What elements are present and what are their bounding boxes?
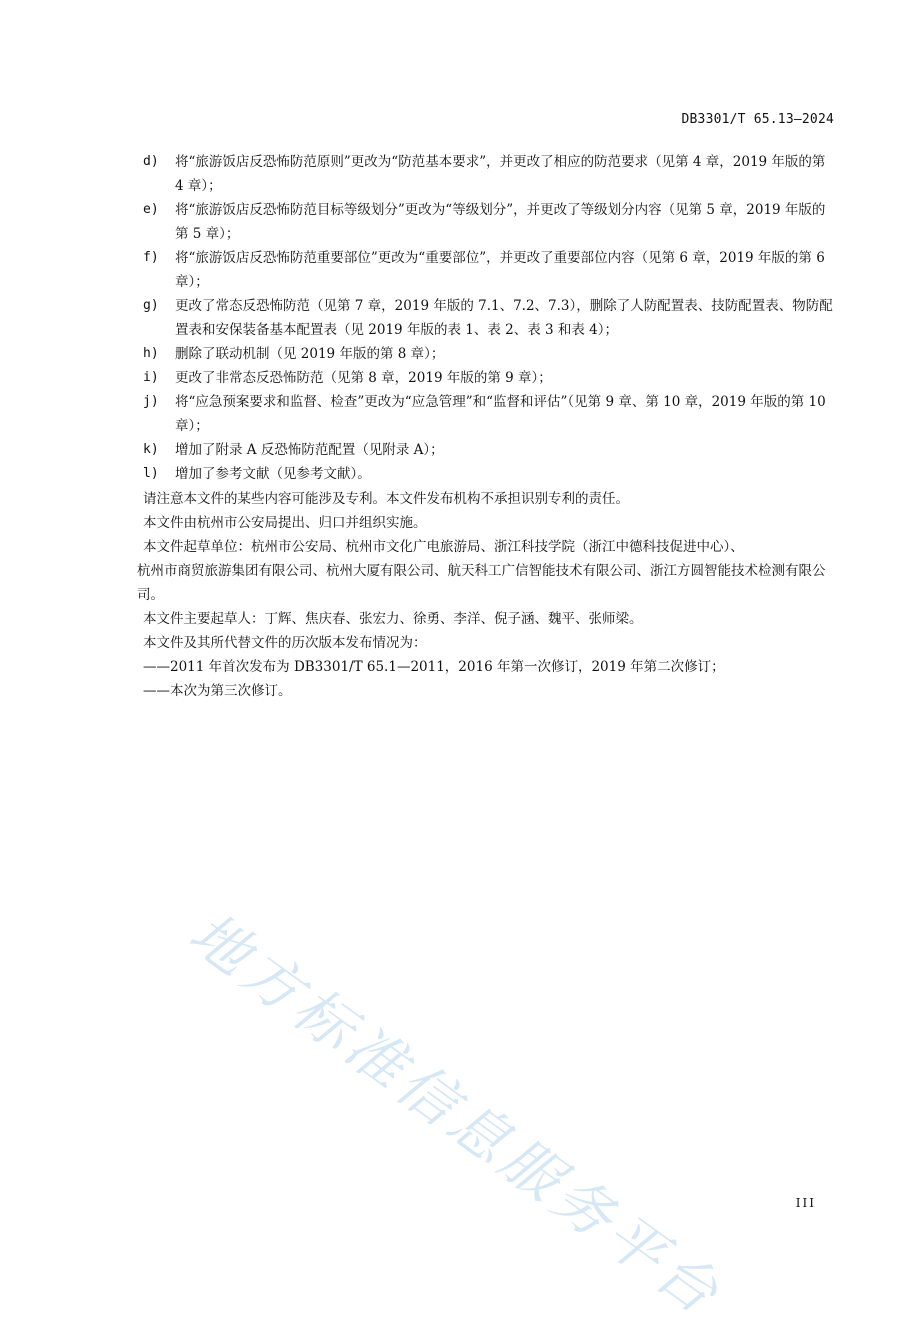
list-text: 将“应急预案要求和监督、检查”更改为“应急管理”和“监督和评估”（见第 9 章、第 10 章，2019 年版的第 10 章）；	[175, 394, 826, 434]
list-text: 增加了参考文献（见参考文献）。	[175, 466, 371, 482]
list-marker: h)	[143, 346, 159, 361]
list-marker: e)	[143, 202, 159, 217]
list-item	[143, 462, 833, 486]
list-item	[143, 366, 833, 390]
patent-notice: 请注意本文件的某些内容可能涉及专利。本文件发布机构不承担识别专利的责任。	[143, 491, 629, 507]
history-item: ——本次为第三次修订。	[143, 683, 292, 699]
list-text: 更改了非常态反恐怖防范（见第 8 章，2019 年版的第 9 章）；	[175, 370, 552, 386]
list-text: 更改了常态反恐怖防范（见第 7 章，2019 年版的 7.1、7.2、7.3），删除了人防配置表、技防配置表、物防配置表和安保装备基本配置表（见 2019 年版的表 1、表 2、表 3 和表 4）；	[175, 298, 833, 338]
page-number: III	[795, 1196, 816, 1210]
proposer-statement: 本文件由杭州市公安局提出、归口并组织实施。	[143, 515, 427, 531]
list-item	[143, 342, 833, 366]
drafting-units-continuation: 杭州市商贸旅游集团有限公司、杭州大厦有限公司、航天科工广信智能技术有限公司、浙江方圆智能技术检测有限公司。	[137, 563, 826, 603]
document-number: DB3301/T 65.13—2024	[681, 112, 834, 127]
list-text: 将“旅游饭店反恐怖防范重要部位”更改为“重要部位”，并更改了重要部位内容（见第 6 章，2019 年版的第 6 章）；	[175, 250, 825, 290]
list-marker: f)	[143, 250, 159, 265]
list-marker: i)	[143, 370, 159, 385]
list-item	[143, 390, 833, 438]
list-item	[143, 198, 833, 246]
list-text: 将“旅游饭店反恐怖防范原则”更改为“防范基本要求”，并更改了相应的防范要求（见第 4 章，2019 年版的第 4 章）；	[175, 154, 826, 194]
list-marker: l)	[143, 466, 159, 481]
watermark: 地方标准信息服务平台	[177, 898, 735, 1330]
history-item: ——2011 年首次发布为 DB3301/T 65.1—2011，2016 年第一次修订，2019 年第二次修订；	[143, 659, 725, 675]
list-item	[143, 246, 833, 294]
drafting-units	[137, 535, 833, 607]
list-item	[143, 150, 833, 198]
main-drafters: 本文件主要起草人：丁辉、焦庆春、张宏力、徐勇、李洋、倪子涵、魏平、张师梁。	[143, 611, 643, 627]
foreword-paragraphs	[137, 487, 833, 703]
list-marker: k)	[143, 442, 159, 457]
list-marker: j)	[143, 394, 159, 409]
changes-list	[143, 150, 833, 486]
list-marker: d)	[143, 154, 159, 169]
drafting-units-first-line: 本文件起草单位：杭州市公安局、杭州市文化广电旅游局、浙江科技学院（浙江中德科技促进中心）、	[143, 539, 744, 555]
list-text: 将“旅游饭店反恐怖防范目标等级划分”更改为“等级划分”，并更改了等级划分内容（见第 5 章，2019 年版的第 5 章）；	[175, 202, 826, 242]
history-intro: 本文件及其所代替文件的历次版本发布情况为：	[143, 635, 427, 651]
list-item	[143, 438, 833, 462]
list-item	[143, 294, 833, 342]
list-text: 删除了联动机制（见 2019 年版的第 8 章）；	[175, 346, 445, 362]
list-text: 增加了附录 A 反恐怖防范配置（见附录 A）；	[175, 442, 444, 458]
list-marker: g)	[143, 298, 159, 313]
